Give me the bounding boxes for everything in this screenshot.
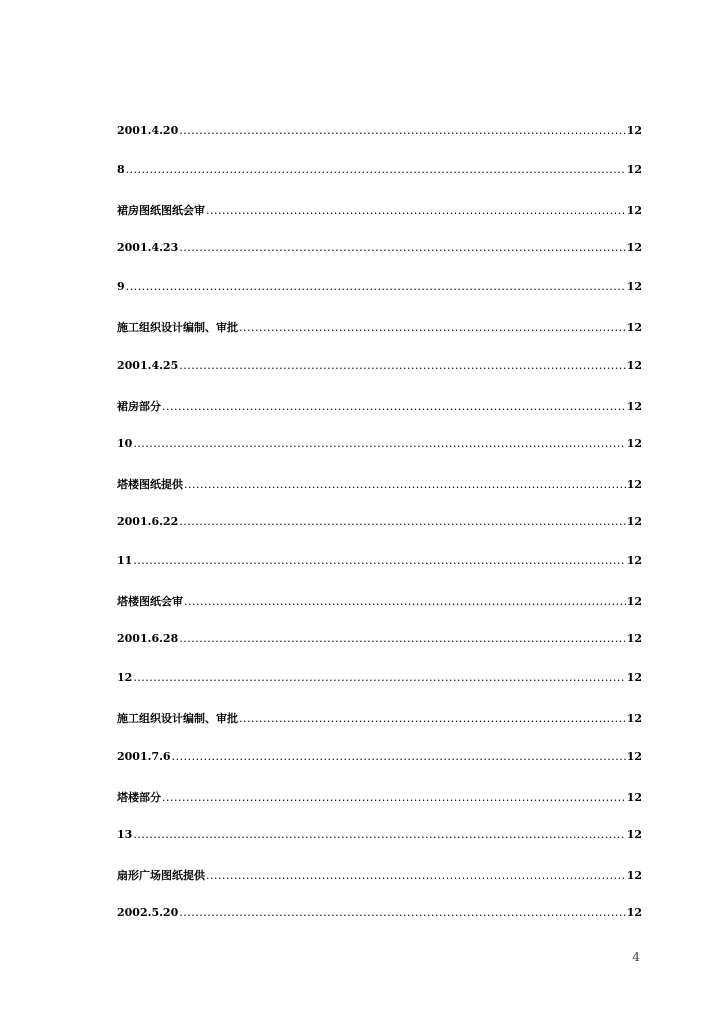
toc-entry[interactable] [117, 789, 642, 828]
toc-entry-page: 12 [626, 554, 642, 568]
toc-entry-label: 裙房图纸图纸会审 [117, 204, 205, 218]
toc-entry-page: 12 [626, 358, 642, 372]
toc-entry[interactable] [117, 359, 642, 398]
toc-entry-label: 2001.6.22 [117, 514, 179, 528]
toc-entry-page: 12 [626, 868, 642, 882]
toc-entry-label: 2002.5.20 [117, 905, 179, 919]
toc-entry-label: 10 [117, 436, 133, 450]
toc-dot-leader [126, 280, 626, 293]
toc-entry-label: 塔楼图纸提供 [117, 477, 183, 491]
toc-dot-leader [179, 906, 625, 919]
toc-entry-page: 12 [626, 632, 642, 646]
toc-entry-page: 12 [626, 514, 642, 528]
toc-entry-page: 12 [626, 124, 642, 137]
toc-entry-page: 12 [626, 163, 642, 177]
toc-entry[interactable] [117, 671, 642, 710]
toc-dot-leader [126, 163, 626, 176]
toc-dot-leader [206, 204, 626, 217]
toc-entry-label: 扇形广场图纸提供 [117, 868, 205, 882]
toc-entry-label: 2001.6.28 [117, 632, 179, 646]
toc-entry-page: 12 [626, 749, 642, 763]
toc-dot-leader [133, 671, 625, 684]
toc-entry-page: 12 [626, 280, 642, 294]
toc-entry[interactable] [117, 437, 642, 476]
toc-entry[interactable] [117, 124, 642, 163]
toc-dot-leader [179, 359, 625, 372]
toc-dot-leader [179, 241, 625, 254]
toc-entry-page: 12 [626, 436, 642, 450]
toc-entry[interactable] [117, 398, 642, 437]
toc-dot-leader [179, 515, 625, 528]
toc-dot-leader [133, 554, 625, 567]
toc-entry[interactable] [117, 906, 642, 945]
toc-entry-page: 12 [626, 477, 642, 491]
toc-entry-page: 12 [626, 595, 642, 609]
toc-dot-leader [133, 828, 625, 841]
toc-entry[interactable] [117, 554, 642, 593]
toc-entry[interactable] [117, 319, 642, 358]
toc-entry-page: 12 [626, 204, 642, 218]
toc-dot-leader [172, 750, 626, 763]
toc-entry-label: 2001.4.25 [117, 358, 179, 372]
toc-entry-label: 施工组织设计编制、审批 [117, 321, 238, 335]
toc-entry-page: 12 [626, 790, 642, 804]
toc-entry[interactable] [117, 476, 642, 515]
toc-dot-leader [239, 321, 626, 334]
toc-entry-label: 塔楼部分 [117, 790, 161, 804]
toc-entry[interactable] [117, 867, 642, 906]
page-number: 4 [632, 950, 640, 964]
toc-entry-page: 12 [626, 712, 642, 726]
toc-entry[interactable] [117, 632, 642, 671]
toc-entry-label: 施工组织设计编制、审批 [117, 712, 238, 726]
table-of-contents [117, 124, 642, 945]
toc-dot-leader [179, 124, 625, 137]
toc-entry[interactable] [117, 750, 642, 789]
toc-entry-page: 12 [626, 241, 642, 255]
toc-dot-leader [162, 400, 626, 413]
toc-entry-label: 13 [117, 827, 133, 841]
toc-entry[interactable] [117, 593, 642, 632]
toc-entry-label: 2001.4.20 [117, 124, 179, 137]
toc-dot-leader [239, 712, 626, 725]
toc-dot-leader [133, 437, 625, 450]
toc-entry[interactable] [117, 241, 642, 280]
toc-entry-page: 12 [626, 671, 642, 685]
toc-entry[interactable] [117, 828, 642, 867]
toc-entry-page: 12 [626, 399, 642, 413]
toc-entry[interactable] [117, 202, 642, 241]
toc-entry-label: 塔楼图纸会审 [117, 595, 183, 609]
toc-entry-label: 9 [117, 280, 125, 294]
toc-entry-page: 12 [626, 827, 642, 841]
toc-entry-label: 2001.4.23 [117, 241, 179, 255]
toc-entry-label: 8 [117, 163, 125, 177]
toc-dot-leader [179, 632, 625, 645]
toc-entry-label: 2001.7.6 [117, 749, 171, 763]
toc-entry[interactable] [117, 710, 642, 749]
toc-dot-leader [184, 478, 626, 491]
toc-entry-page: 12 [626, 321, 642, 335]
toc-entry[interactable] [117, 280, 642, 319]
toc-dot-leader [162, 791, 626, 804]
toc-entry-label: 12 [117, 671, 133, 685]
toc-dot-leader [184, 595, 626, 608]
toc-dot-leader [206, 869, 626, 882]
toc-entry[interactable] [117, 163, 642, 202]
toc-entry-label: 裙房部分 [117, 399, 161, 413]
toc-entry-page: 12 [626, 905, 642, 919]
toc-entry-label: 11 [117, 554, 133, 568]
toc-entry[interactable] [117, 515, 642, 554]
